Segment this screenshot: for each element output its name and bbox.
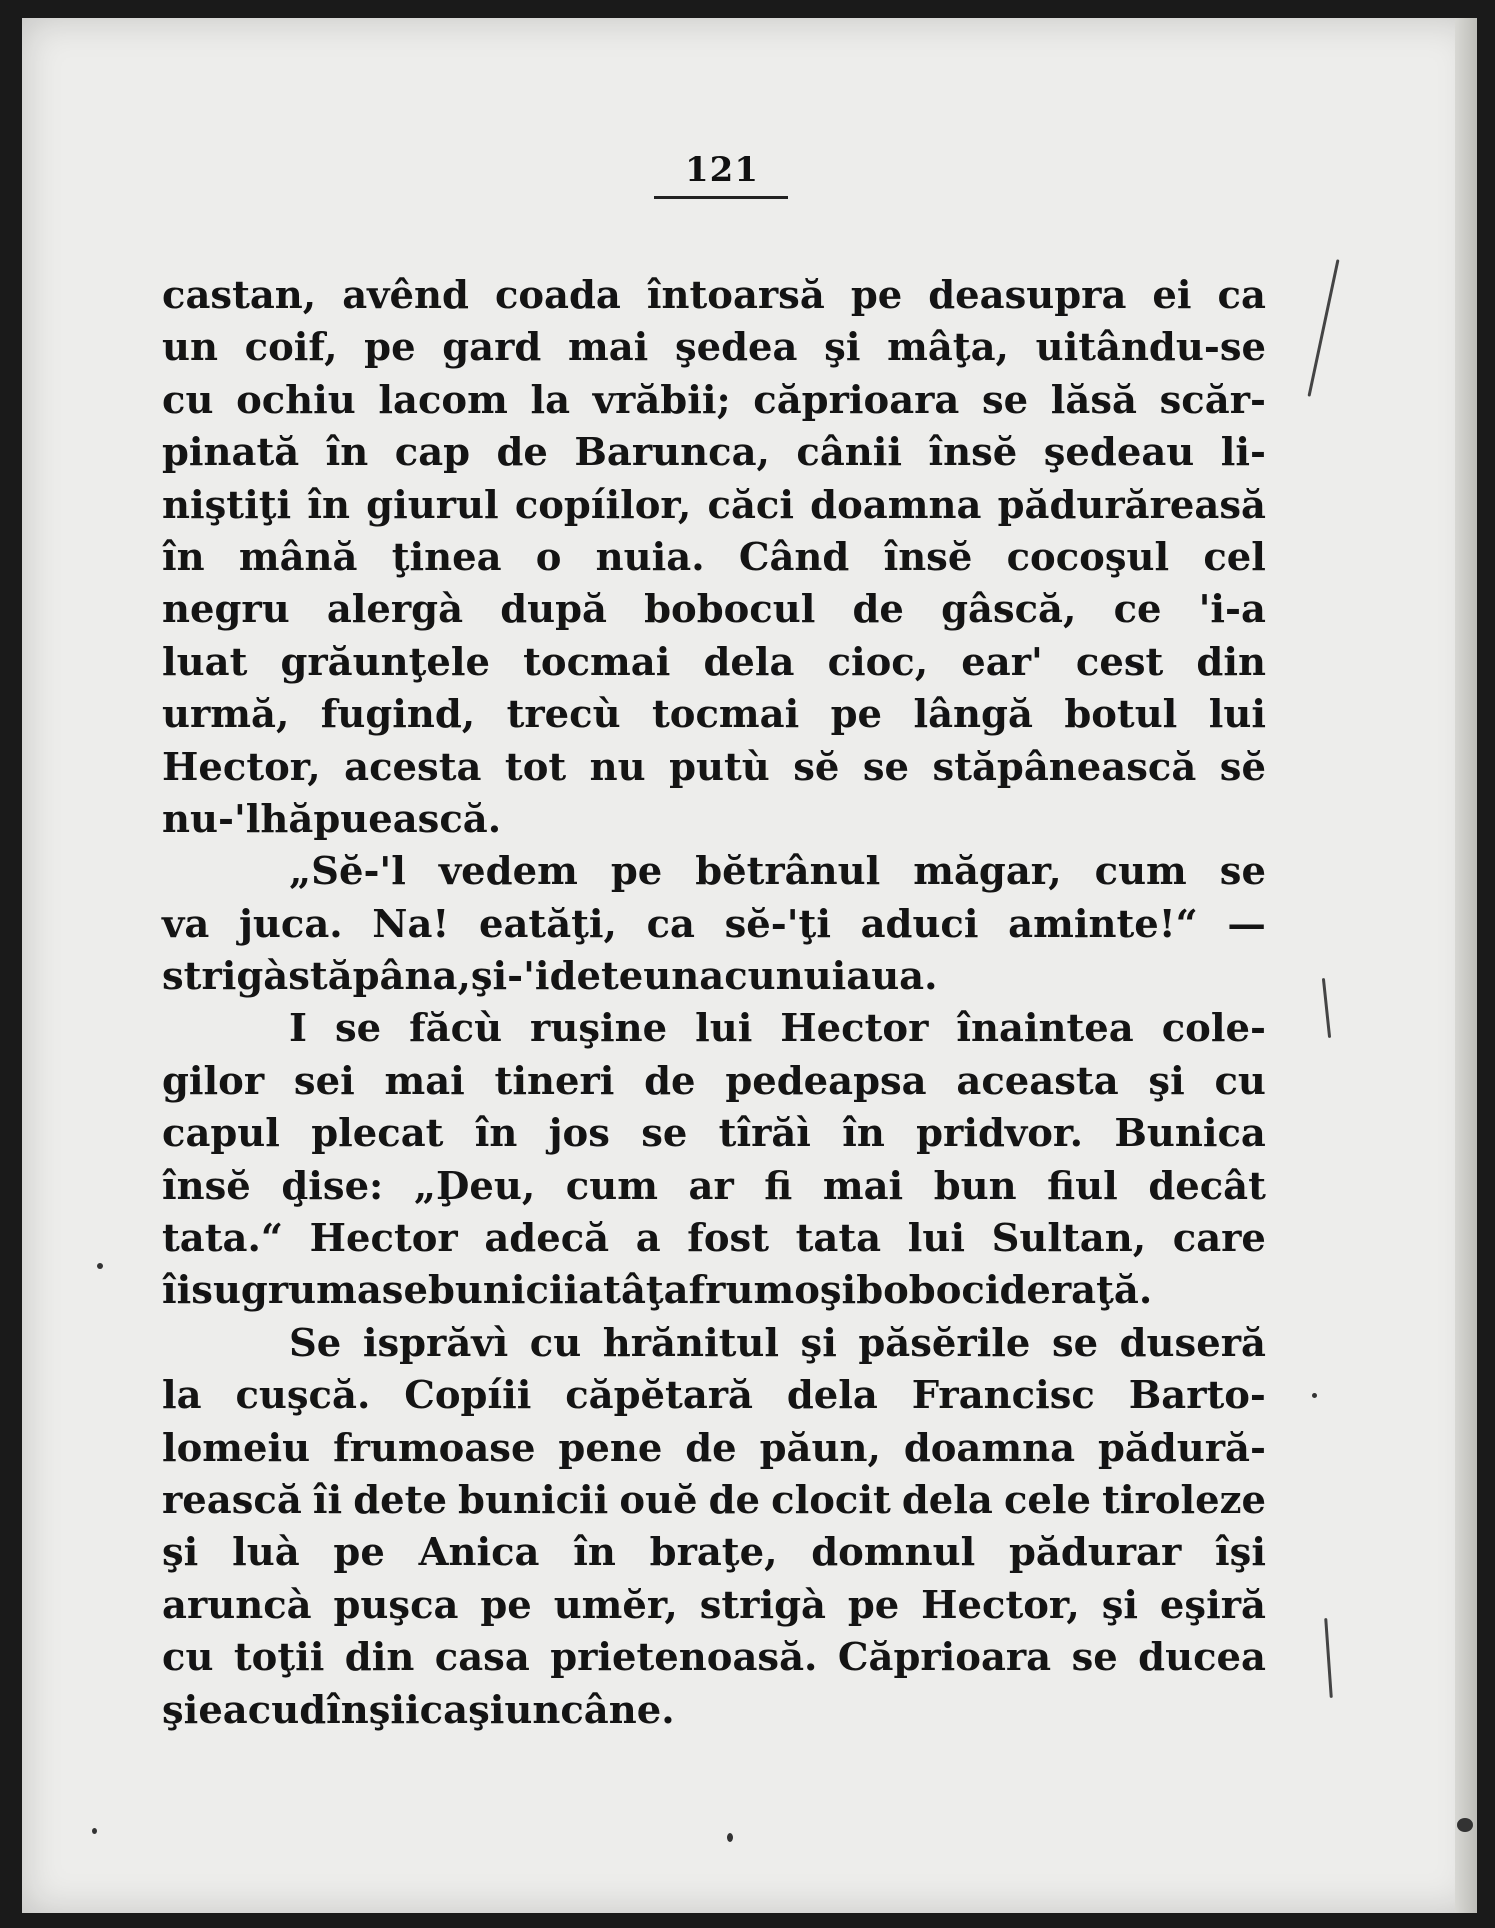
text-line: [162, 1265, 1266, 1317]
word: se: [862, 744, 910, 790]
word: ear': [961, 639, 1043, 685]
scan-mark: [1307, 259, 1339, 397]
word: aduci: [860, 901, 979, 947]
word: lângă: [913, 692, 1033, 738]
text-line: [162, 532, 1266, 584]
word: cocoşul: [1006, 534, 1170, 580]
text-line: [162, 1003, 1266, 1055]
word: sei: [293, 1058, 355, 1104]
word: frumoşi: [688, 1268, 857, 1314]
word: întoarsă: [646, 273, 825, 318]
text-line: [162, 1056, 1266, 1108]
text-line: [162, 1527, 1266, 1579]
word: un: [504, 1687, 561, 1733]
word: —: [1227, 901, 1266, 947]
word: castan,: [162, 273, 317, 318]
body-text: [162, 270, 1266, 1737]
text-line: [162, 742, 1266, 794]
word: adecă: [484, 1216, 610, 1262]
word: tata: [795, 1216, 882, 1262]
word: niştiţi: [162, 482, 292, 528]
word: câne.: [560, 1687, 675, 1733]
word: fugind,: [320, 692, 476, 738]
word: isprăvì: [362, 1320, 509, 1366]
word: lui: [907, 1216, 965, 1262]
word: şi: [824, 325, 861, 371]
word: pe: [610, 849, 663, 895]
word: din: [344, 1635, 415, 1681]
text-line: [162, 427, 1266, 479]
word: cest: [1075, 639, 1164, 685]
word: ce: [1113, 587, 1162, 633]
word: pedeapsa: [725, 1058, 927, 1104]
word: „Ḑeu,: [413, 1163, 536, 1209]
word: cum: [565, 1163, 658, 1209]
word: ea: [198, 1687, 248, 1733]
word: căpĕtară: [565, 1373, 753, 1419]
word: cu: [1214, 1058, 1266, 1104]
scan-speck: [727, 1833, 733, 1842]
word: tata.“: [162, 1216, 284, 1262]
word: Anica: [418, 1530, 540, 1576]
word: se: [1071, 1635, 1118, 1681]
word: lăsă: [1050, 377, 1137, 423]
word: doamna: [903, 1425, 1076, 1471]
word: Bunica: [1114, 1111, 1266, 1157]
text-line: [162, 689, 1266, 741]
word: pe: [847, 1582, 900, 1628]
word: braţe,: [649, 1530, 778, 1576]
word: pe: [333, 1530, 385, 1576]
word: raţă.: [1050, 1268, 1153, 1314]
word: decât: [1148, 1163, 1266, 1209]
word: însĕ: [883, 534, 973, 580]
word: rească: [162, 1477, 302, 1523]
page-number-rule: [654, 196, 788, 199]
word: cele: [1003, 1477, 1092, 1523]
word: boboci: [856, 1268, 1000, 1314]
text-line: [162, 1370, 1266, 1422]
word: o: [535, 534, 562, 580]
word: trecù: [506, 692, 621, 738]
word: căci: [707, 482, 794, 528]
word: de: [644, 1058, 696, 1104]
scan-mark: [1324, 1618, 1333, 1698]
word: aruncà: [162, 1582, 312, 1628]
word: se: [1051, 1320, 1099, 1366]
word: ar: [688, 1163, 734, 1209]
word: strigà: [162, 954, 289, 1000]
word: avênd: [342, 273, 469, 318]
word: Na!: [372, 901, 450, 947]
word: nu: [589, 744, 646, 790]
word: se: [334, 1006, 382, 1052]
scan-speck: [1457, 1818, 1473, 1832]
word: copíilor,: [514, 482, 692, 528]
word: Hector: [309, 1216, 458, 1262]
word: tocmai: [652, 692, 800, 738]
paragraph: [162, 846, 1266, 1003]
word: la: [530, 377, 571, 423]
word: cole-: [1161, 1006, 1266, 1052]
word: pădură-: [1097, 1425, 1266, 1471]
word: Se: [289, 1320, 342, 1366]
text-line: [162, 480, 1266, 532]
word: tot: [504, 744, 567, 790]
word: dela: [901, 1477, 993, 1523]
word: juca.: [238, 901, 343, 947]
word: sĕ: [793, 744, 840, 790]
word: a: [635, 1216, 661, 1262]
word: giurul: [366, 482, 499, 528]
word: cap: [394, 430, 471, 476]
word: dete: [353, 1477, 447, 1523]
word: Sultan,: [991, 1216, 1147, 1262]
word: acesta: [344, 744, 482, 790]
text-line: [162, 794, 1266, 846]
word: mână: [238, 534, 358, 580]
word: cânii: [796, 430, 903, 476]
word: sĕ: [1219, 744, 1266, 790]
text-line: [162, 1213, 1266, 1265]
word: măgar,: [913, 849, 1062, 895]
word: pe: [850, 273, 903, 318]
word: dela: [703, 639, 795, 685]
text-line: [162, 637, 1266, 689]
word: clocit: [771, 1477, 891, 1523]
word: coada: [494, 273, 621, 318]
word: ca: [646, 901, 695, 947]
word: cu: [724, 954, 776, 1000]
text-line: [162, 899, 1266, 951]
word: tineri: [494, 1058, 615, 1104]
word: Barto-: [1128, 1373, 1266, 1419]
word: de: [999, 1268, 1051, 1314]
word: şi: [800, 1320, 837, 1366]
word: aminte!“: [1008, 901, 1198, 947]
word: un: [162, 325, 218, 371]
word: cu: [162, 377, 214, 423]
word: bĕtrânul: [695, 849, 881, 895]
word: de: [685, 1425, 737, 1471]
word: coif,: [244, 325, 338, 371]
word: şedea: [674, 325, 798, 371]
word: care: [1172, 1216, 1266, 1262]
word: gard: [442, 325, 542, 371]
word: îi: [312, 1477, 343, 1523]
word: înaintea: [956, 1006, 1134, 1052]
word: pe: [830, 692, 883, 738]
word: Hector,: [162, 744, 321, 790]
word: din: [1196, 639, 1266, 685]
word: atâţa: [578, 1268, 689, 1314]
word: nuia.: [595, 534, 705, 580]
paragraph: [162, 1318, 1266, 1737]
word: hăpuească.: [260, 796, 502, 842]
word: strigà: [699, 1582, 826, 1628]
word: luà: [232, 1530, 300, 1576]
word: în: [162, 534, 205, 580]
word: de: [496, 430, 548, 476]
word: tiroleze: [1102, 1477, 1266, 1523]
word: se: [982, 377, 1029, 423]
word: casa: [434, 1635, 530, 1681]
text-line: [162, 270, 1266, 322]
word: făcù: [409, 1006, 503, 1052]
text-line: [162, 1108, 1266, 1160]
word: prietenoasă.: [550, 1635, 818, 1681]
word: eatăţi,: [478, 901, 617, 947]
word: jos: [548, 1111, 610, 1157]
word: în: [842, 1111, 885, 1157]
word: „Sĕ-'l: [289, 849, 406, 895]
word: cu: [529, 1320, 582, 1366]
word: ca: [1217, 273, 1266, 318]
word: scăr-: [1159, 377, 1266, 423]
word: fi: [764, 1163, 793, 1209]
word: îşi: [1215, 1530, 1266, 1576]
word: Hector,: [921, 1582, 1080, 1628]
word: ca: [419, 1687, 469, 1733]
word: grăunţele: [280, 639, 491, 685]
word: cu: [247, 1687, 300, 1733]
word: şi-'i: [470, 954, 550, 1000]
word: I: [289, 1006, 308, 1052]
page-edge: [1455, 18, 1477, 1913]
word: şi: [162, 1530, 199, 1576]
word: lui: [695, 1006, 753, 1052]
word: puşca: [333, 1582, 459, 1628]
word: de: [852, 587, 904, 633]
word: tîrăì: [718, 1111, 811, 1157]
word: pe: [364, 325, 416, 371]
word: pădurăreasă: [997, 482, 1266, 528]
scan-speck: [1312, 1393, 1317, 1398]
word: ḑise:: [281, 1163, 384, 1209]
word: se: [1219, 849, 1266, 895]
word: una: [643, 954, 725, 1000]
word: luat: [162, 639, 248, 685]
text-line: [162, 1161, 1266, 1213]
word: nu-'l: [162, 796, 261, 842]
word: dela: [786, 1373, 878, 1419]
word: cuşcă.: [235, 1373, 371, 1419]
word: toţii: [233, 1635, 325, 1681]
word: păsĕrile: [858, 1320, 1031, 1366]
word: pridvor.: [916, 1111, 1084, 1157]
page-number: 121: [685, 150, 759, 190]
word: eşiră: [1159, 1582, 1266, 1628]
paragraph: [162, 270, 1266, 846]
word: în: [474, 1111, 518, 1157]
word: stăpâna,: [288, 954, 471, 1000]
word: fost: [687, 1216, 769, 1262]
word: bun: [933, 1163, 1017, 1209]
word: duseră: [1119, 1320, 1266, 1366]
word: dete: [549, 954, 644, 1000]
book-page: [22, 18, 1477, 1913]
word: sugrumase: [191, 1268, 428, 1314]
word: fiul: [1047, 1163, 1118, 1209]
word: însĕ: [928, 430, 1018, 476]
word: hrănitul: [602, 1320, 779, 1366]
word: sĕ-'ţi: [724, 901, 831, 947]
word: şi: [468, 1687, 505, 1733]
word: Francisc: [911, 1373, 1095, 1419]
word: căprioara: [753, 377, 960, 423]
word: cum: [1094, 849, 1187, 895]
word: şi: [1148, 1058, 1185, 1104]
word: umĕr,: [553, 1582, 678, 1628]
word: nuiaua.: [775, 954, 938, 1000]
word: în: [573, 1530, 616, 1576]
word: ochiu: [236, 377, 356, 423]
word: pădurar: [1008, 1530, 1182, 1576]
word: mai: [822, 1163, 904, 1209]
text-line: [162, 584, 1266, 636]
word: doamna: [810, 482, 982, 528]
word: va: [162, 901, 210, 947]
word: capul: [162, 1111, 280, 1157]
word: mai: [384, 1058, 465, 1104]
text-line: [162, 1632, 1266, 1684]
text-line: [162, 951, 1266, 1003]
word: lomeiu: [162, 1425, 311, 1471]
word: Copíii: [404, 1373, 532, 1419]
word: bunicii: [458, 1477, 609, 1523]
word: domnul: [811, 1530, 976, 1576]
word: în: [307, 482, 350, 528]
word: cel: [1203, 534, 1266, 580]
word: ouĕ: [619, 1477, 698, 1523]
word: în: [325, 430, 369, 476]
word: bunicii: [427, 1268, 579, 1314]
word: aceasta: [956, 1058, 1119, 1104]
word: alergà: [326, 587, 464, 633]
word: gâscă,: [941, 587, 1077, 633]
word: după: [500, 587, 607, 633]
scan-speck: [92, 1828, 97, 1834]
text-line: [162, 322, 1266, 374]
word: Căprioara: [837, 1635, 1052, 1681]
word: stăpânească: [932, 744, 1197, 790]
word: vedem: [438, 849, 578, 895]
scan-speck: [97, 1263, 103, 1269]
text-line: [162, 1318, 1266, 1370]
word: cioc,: [827, 639, 929, 685]
word: urmă,: [162, 692, 290, 738]
word: îi: [162, 1268, 192, 1314]
word: dînşii: [299, 1687, 420, 1733]
word: pinată: [162, 430, 300, 476]
word: bobocul: [644, 587, 816, 633]
word: pene: [558, 1425, 663, 1471]
word: la: [162, 1373, 202, 1419]
word: de: [708, 1477, 761, 1523]
text-line: [162, 1423, 1266, 1475]
word: 'i-a: [1198, 587, 1266, 633]
word: vrăbii;: [592, 377, 731, 423]
word: li-: [1220, 430, 1266, 476]
scan-mark: [1322, 978, 1331, 1038]
word: ţinea: [391, 534, 502, 580]
word: cu: [162, 1635, 214, 1681]
word: şi: [162, 1687, 199, 1733]
text-line: [162, 846, 1266, 898]
word: tocmai: [523, 639, 671, 685]
word: plecat: [311, 1111, 444, 1157]
word: botul: [1064, 692, 1178, 738]
paragraph: [162, 1003, 1266, 1317]
text-line: [162, 1475, 1266, 1527]
word: pe: [480, 1582, 532, 1628]
text-line: [162, 375, 1266, 427]
word: uitându-se: [1035, 325, 1266, 371]
word: deasupra: [928, 273, 1127, 318]
word: lacom: [378, 377, 508, 423]
word: Hector: [780, 1006, 929, 1052]
word: frumoase: [333, 1425, 536, 1471]
word: ruşine: [530, 1006, 668, 1052]
word: şi: [1101, 1582, 1139, 1628]
word: negru: [162, 587, 290, 633]
word: ei: [1152, 273, 1192, 318]
word: putù: [669, 744, 770, 790]
word: mâţa,: [887, 325, 1009, 371]
word: ducea: [1138, 1635, 1266, 1681]
word: păun,: [759, 1425, 881, 1471]
word: Când: [738, 534, 850, 580]
word: însĕ: [162, 1163, 251, 1209]
word: lui: [1208, 692, 1266, 738]
word: se: [641, 1111, 688, 1157]
word: mai: [567, 325, 649, 371]
word: gilor: [162, 1058, 265, 1104]
text-line: [162, 1685, 1266, 1737]
word: şedeau: [1043, 430, 1195, 476]
text-line: [162, 1580, 1266, 1632]
word: Barunca,: [574, 430, 770, 476]
